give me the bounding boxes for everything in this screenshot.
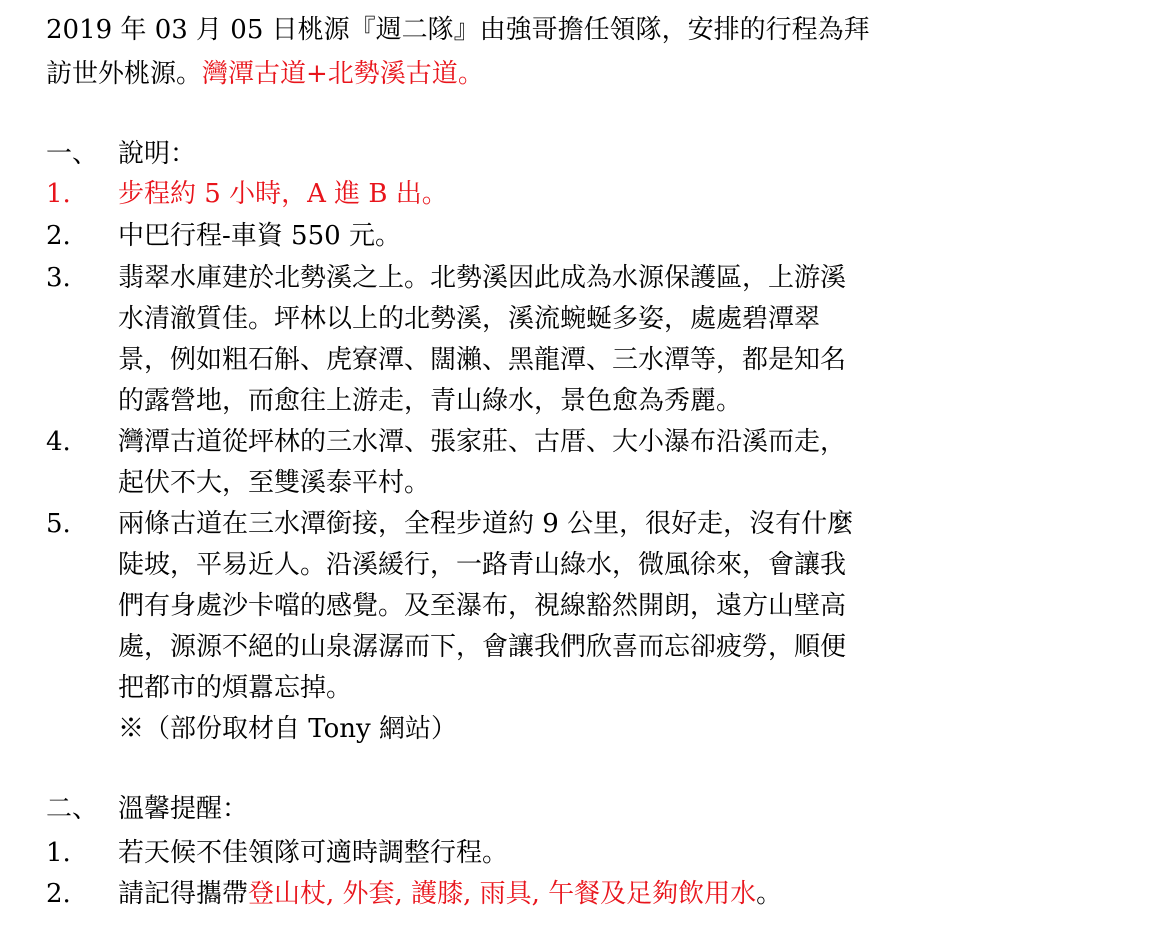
reminder-2-text — [118, 874, 782, 914]
item-2-text: 中巴行程-車資 550 元。 — [118, 221, 401, 251]
item-5-line-5: 把都市的煩囂忘掉。 — [118, 673, 353, 703]
item-5-line-2: 陡坡，平易近人。沿溪緩行，一路青山綠水，微風徐來，會讓我 — [118, 550, 847, 580]
intro-line-1: 2019 年 03 月 05 日桃源『週二隊』由強哥擔任領隊，安排的行程為拜 — [46, 15, 870, 45]
reminder-2-prefix: 請記得攜帶 — [118, 879, 249, 909]
section-1-title: 說明： — [118, 139, 197, 169]
item-1-text: 步程約 5 小時，A 進 B 出。 — [118, 179, 448, 209]
item-3-line-4: 的露營地，而愈往上游走，青山綠水，景色愈為秀麗。 — [118, 386, 743, 416]
item-5-line-1: 兩條古道在三水潭銜接，全程步道約 9 公里，很好走，沒有什麼 — [118, 509, 854, 539]
section-2-marker: 二、 — [46, 794, 99, 824]
item-5-line-3: 們有身處沙卡噹的感覺。及至瀑布，視線豁然開朗，遠方山壁高 — [118, 591, 847, 621]
item-3-line-2: 水清澈質佳。坪林以上的北勢溪，溪流蜿蜒多姿，處處碧潭翠 — [118, 304, 821, 334]
reminder-2-end: 。 — [756, 879, 783, 909]
reminder-1-number: 1. — [46, 838, 71, 868]
item-5-line-4: 處，源源不絕的山泉潺潺而下，會讓我們欣喜而忘卻疲勞，順便 — [118, 632, 847, 662]
gear-list-highlight: 登山杖, 外套, 護膝, 雨具, 午餐及足夠飲用水 — [248, 879, 757, 909]
item-1-number: 1. — [46, 179, 71, 209]
intro-line-2 — [46, 54, 484, 94]
item-4-line-1: 灣潭古道從坪林的三水潭、張家莊、古厝、大小瀑布沿溪而走， — [118, 427, 847, 457]
item-5-number: 5. — [46, 509, 71, 539]
section-2-title: 溫馨提醒： — [118, 794, 249, 824]
intro-line-2-text: 訪世外桃源。 — [46, 59, 203, 89]
item-2-number: 2. — [46, 221, 71, 251]
reminder-1-text: 若天候不佳領隊可適時調整行程。 — [118, 838, 509, 868]
section-1-marker: 一、 — [46, 139, 99, 169]
reminder-2-number: 2. — [46, 879, 71, 909]
source-note: ※（部份取材自 Tony 網站） — [118, 714, 457, 744]
item-4-line-2: 起伏不大，至雙溪泰平村。 — [118, 468, 431, 498]
intro-line-2-end: 。 — [457, 59, 484, 89]
item-3-line-1: 翡翠水庫建於北勢溪之上。北勢溪因此成為水源保護區，上游溪 — [118, 263, 847, 293]
trail-name-highlight: 灣潭古道+北勢溪古道 — [202, 59, 458, 89]
item-4-number: 4. — [46, 427, 71, 457]
item-3-number: 3. — [46, 263, 71, 293]
item-3-line-3: 景，例如粗石斛、虎寮潭、闊瀨、黑龍潭、三水潭等，都是知名 — [118, 345, 847, 375]
